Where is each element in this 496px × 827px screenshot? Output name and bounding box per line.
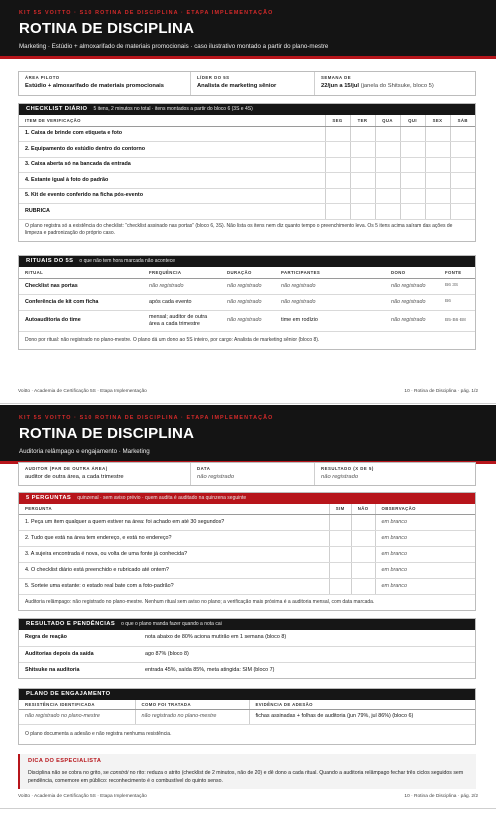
info-area-piloto: ÁREA PILOTO Estúdio + almoxarifado de materiais promocionais [19, 72, 191, 95]
page-title: ROTINA DE DISCIPLINA [19, 424, 195, 442]
checklist-row: 3. Caixa aberta só na bancada da entrada [19, 157, 475, 173]
check-cell[interactable] [375, 204, 400, 220]
question-row: 5. Sorteie uma estante: o estado real bate com a foto-padrão? em branco [19, 578, 475, 594]
header-kicker: KIT 5S VOITTO · S10 ROTINA DE DISCIPLINA · ETAPA IMPLEMENTAÇÃO [19, 10, 274, 16]
engagement-row: não registrado no plano-mestre não registrado no plano-mestre fichas assinadas + folhas de auditoria (jun 79%, jul 86%) (bloco 6) [19, 709, 475, 724]
check-cell[interactable] [425, 142, 450, 158]
checklist-footnote: O plano registra só a existência do checklist: “checklist assinado nas portas” (bloco 6, 3S). Não lista os itens nem diz quanto tempo o preenchimento leva. Os 5 itens acima saíram das ações de limpeza e padronização do próprio caso. [25, 222, 453, 236]
results-section [18, 618, 476, 679]
page-header [0, 0, 496, 59]
check-cell[interactable] [450, 126, 475, 142]
info-lider: LÍDER DO 5S Analista de marketing sênior [191, 72, 315, 95]
check-cell[interactable] [400, 157, 425, 173]
result-row: Shitsuke na auditoria entrada 45%, saída 85%, meta atingida: SIM (bloco 7) [25, 666, 275, 673]
check-cell[interactable] [425, 157, 450, 173]
check-cell[interactable] [325, 157, 350, 173]
check-cell[interactable] [400, 142, 425, 158]
page-subtitle: Marketing · Estúdio + almoxarifado de materiais promocionais · caso ilustrativo montado a partir do plano-mestre [19, 42, 329, 50]
check-cell[interactable] [400, 204, 425, 220]
checklist-row: 1. Caixa de brinde com etiqueta e foto [19, 126, 475, 142]
check-cell[interactable] [325, 188, 350, 204]
info-panel [18, 71, 476, 96]
check-cell[interactable] [375, 142, 400, 158]
result-row: Regra de reação nota abaixo de 80% aciona mutirão em 1 semana (bloco 8) [19, 630, 475, 646]
info-semana: SEMANA DE 22/jun a 15/jul (janela do Shitsuke, bloco 5) [321, 75, 434, 90]
check-cell[interactable] [375, 157, 400, 173]
audit-info-panel [18, 462, 476, 486]
expert-tip-text: Disciplina não se cobra no grito, se constrói no rito: reduza o atrito (checklist de 2 minutos, não de 20) e dê dono a cada ritual. Quando a auditoria relâmpago fechar três ciclos seguidos sem pendência, comemore em público: reconhecimento é o combustível do quinto senso. [28, 769, 464, 785]
page-2 [0, 405, 496, 809]
question-row: 4. O checklist diário está preenchido e rubricado até ontem? em branco [19, 562, 475, 578]
checklist-row: 2. Equipamento do estúdio dentro do contorno [19, 142, 475, 158]
check-cell[interactable] [400, 173, 425, 189]
no-cell[interactable] [351, 546, 375, 562]
question-row: 2. Tudo que está na área tem endereço, e está no endereço? em branco [19, 530, 475, 546]
check-cell[interactable] [350, 142, 375, 158]
check-cell[interactable] [325, 173, 350, 189]
check-cell[interactable] [425, 173, 450, 189]
ritual-row: Autoauditoria do time mensal; auditor de outra área a cada trimestre não registrado time em rodízio não registrado B5·B6·B8 [19, 310, 475, 331]
yes-cell[interactable] [329, 562, 351, 578]
checklist-row: 4. Estante igual à foto do padrão [19, 173, 475, 189]
check-cell[interactable] [375, 188, 400, 204]
check-cell[interactable] [425, 126, 450, 142]
expert-tip [18, 754, 476, 789]
question-row: 3. A sujeira encontrada é nova, ou volta de uma fonte já conhecida? em branco [19, 546, 475, 562]
check-cell[interactable] [375, 173, 400, 189]
no-cell[interactable] [351, 562, 375, 578]
result-row: Auditorias depois da saída ago 87% (bloco 8) [19, 646, 475, 662]
checklist-row: 5. Kit de evento conferido na ficha pós-evento [19, 188, 475, 204]
rituals-table: RITUAL FREQUÊNCIA DURAÇÃO PARTICIPANTES DONO FONTE Checklist nas portas não registrado não registrado não registrado não registrado B6 3S Conferência de kit com ficha após cada evento não registrado não registrado não registrado B6 Autoauditoria do time mensal; auditor de outra área a cada trimestre não registrado time em rodízio não registrado B5·B6·B8 [19, 267, 475, 332]
questions-header: 5 PERGUNTAS quinzenal · sem aviso prévio · quem audita é auditado na quinzena seguinte [19, 493, 475, 504]
rituals-header: RITUAIS DO 5S o que não tem hora marcada não acontece [19, 256, 475, 267]
check-cell[interactable] [450, 173, 475, 189]
rituals-section [18, 255, 476, 350]
info-auditor: AUDITOR (PAR DE OUTRA ÁREA) auditor de outra área, a cada trimestre [19, 463, 191, 485]
check-cell[interactable] [450, 188, 475, 204]
question-row: 1. Peça um item qualquer a quem estiver na área: foi achado em até 30 segundos? em branco [19, 514, 475, 530]
page-footer: Voitto · Academia de Certificação 5S · Etapa Implementação 10 · Rotina de Disciplina · pág. 2/2 [18, 794, 478, 800]
engagement-section [18, 688, 476, 745]
no-cell[interactable] [351, 530, 375, 546]
ritual-row: Checklist nas portas não registrado não registrado não registrado não registrado B6 3S [19, 278, 475, 294]
no-cell[interactable] [351, 514, 375, 530]
questions-section [18, 492, 476, 611]
check-cell[interactable] [350, 204, 375, 220]
no-cell[interactable] [351, 578, 375, 594]
checklist-table: ITEM DE VERIFICAÇÃO SEG TER QUA QUI SEX SÁB 1. Caixa de brinde com etiqueta e foto 2. Equipamento do estúdio dentro do contorno 3. Caixa aberta só na bancada da entrada 4. Estante igual à foto do padrão 5. Kit de evento conferido na ficha pós-evento RUBRICA [19, 115, 475, 220]
page-1 [0, 0, 496, 404]
check-cell[interactable] [325, 126, 350, 142]
header-kicker: KIT 5S VOITTO · S10 ROTINA DE DISCIPLINA · ETAPA IMPLEMENTAÇÃO [19, 415, 274, 421]
check-cell[interactable] [450, 204, 475, 220]
questions-table: PERGUNTA SIM NÃO OBSERVAÇÃO 1. Peça um item qualquer a quem estiver na área: foi achado em até 30 segundos? em branco 2. Tudo que está na área tem endereço, e está no endereço? em branco 3. A sujeira encontrada é nova, ou volta de uma fonte já conhecida? em branco 4. O checklist diário está preenchido e rubricado até ontem? em branco 5. Sorteie uma estante: o estado real bate com a foto-padrão? em branco [19, 504, 475, 595]
yes-cell[interactable] [329, 546, 351, 562]
check-cell[interactable] [400, 126, 425, 142]
checklist-section [18, 103, 476, 242]
checklist-row-rubrica: RUBRICA [19, 204, 475, 220]
ritual-row: Conferência de kit com ficha após cada evento não registrado não registrado não registrado B6 [19, 294, 475, 310]
expert-tip-title: DICA DO ESPECIALISTA [28, 758, 102, 764]
check-cell[interactable] [350, 157, 375, 173]
yes-cell[interactable] [329, 578, 351, 594]
yes-cell[interactable] [329, 514, 351, 530]
check-cell[interactable] [325, 204, 350, 220]
page-subtitle: Auditoria relâmpago e engajamento · Marketing [19, 447, 150, 455]
yes-cell[interactable] [329, 530, 351, 546]
engagement-footnote: O plano documenta a adesão e não registra nenhuma resistência. [25, 730, 172, 737]
info-resultado: RESULTADO (X DE 5) não registrado [321, 466, 374, 481]
results-table [19, 630, 475, 678]
check-cell[interactable] [350, 126, 375, 142]
results-header: RESULTADO E PENDÊNCIAS o que o plano manda fazer quando a nota cai [19, 619, 475, 630]
check-cell[interactable] [350, 173, 375, 189]
page-footer: Voitto · Academia de Certificação 5S · Etapa Implementação 10 · Rotina de Disciplina · pág. 1/2 [18, 389, 478, 395]
check-cell[interactable] [400, 188, 425, 204]
engagement-header: PLANO DE ENGAJAMENTO [19, 689, 475, 700]
check-cell[interactable] [450, 157, 475, 173]
rituals-footnote: Dono por ritual: não registrado no plano-mestre. O plano dá um dono ao 5S inteiro, por cargo: Analista de marketing sênior (bloco 8). [25, 336, 320, 343]
questions-footnote: Auditoria relâmpago: não registrado no plano-mestre. Nenhum ritual sem aviso no plano; a verificação mais próxima é a auditoria mensal, com data marcada. [25, 598, 375, 605]
check-cell[interactable] [425, 188, 450, 204]
checklist-header: CHECKLIST DIÁRIO 5 itens, 2 minutos no total · itens montados a partir do bloco 6 (3S e 4S) [19, 104, 475, 115]
check-cell[interactable] [325, 142, 350, 158]
page-title: ROTINA DE DISCIPLINA [19, 19, 195, 37]
engagement-table: RESISTÊNCIA IDENTIFICADA COMO FOI TRATADA EVIDÊNCIA DE ADESÃO não registrado no plano-mestre não registrado no plano-mestre fichas assinadas + folhas de auditoria (jun 79%, jul 86%) (bloco 6) [19, 700, 475, 725]
check-cell[interactable] [450, 142, 475, 158]
check-cell[interactable] [375, 126, 400, 142]
page-header [0, 405, 496, 464]
check-cell[interactable] [425, 204, 450, 220]
check-cell[interactable] [350, 188, 375, 204]
info-data: DATA não registrado [191, 463, 315, 485]
